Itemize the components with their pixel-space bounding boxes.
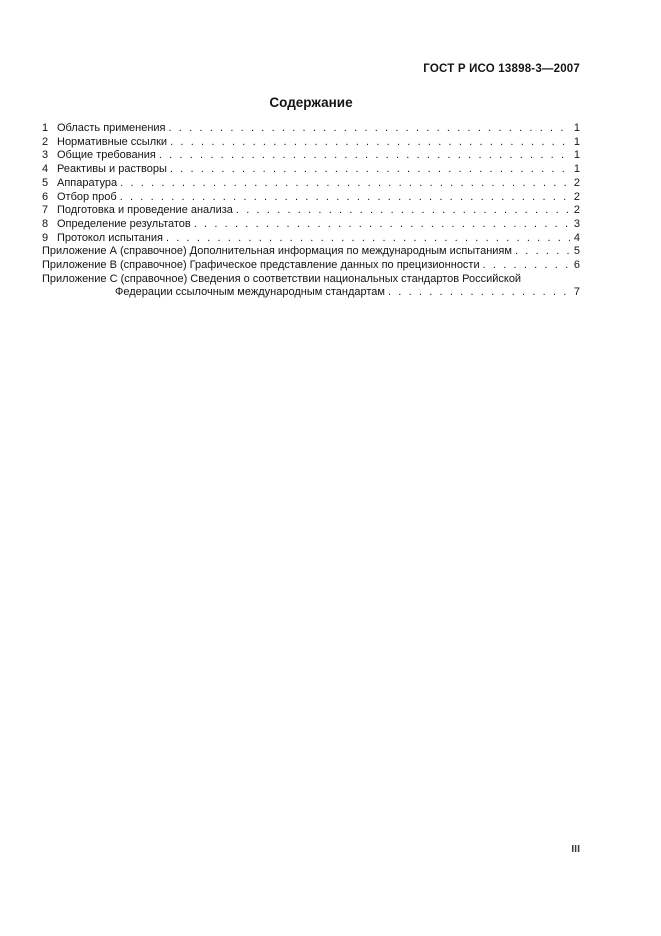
toc-entry [42, 149, 580, 163]
toc-entry-number: 6 [42, 190, 49, 203]
toc-entry-page: 1 [573, 122, 580, 134]
table-of-contents [42, 122, 580, 300]
toc-entry-appendix [42, 259, 580, 273]
toc-entry-title-continuation: Федерации ссылочным международным стандартам [115, 286, 385, 299]
toc-entry-page: 6 [573, 259, 580, 272]
toc-entry-page: 3 [573, 217, 580, 230]
dot-leader [483, 259, 570, 273]
toc-entry-title: Реактивы и растворы [57, 163, 167, 176]
page-title: Содержание [269, 95, 353, 110]
toc-entry-appendix [42, 273, 580, 287]
toc-entry-number: 3 [42, 149, 49, 162]
toc-entry [42, 191, 580, 205]
toc-entry-title: Подготовка и проведение анализа [57, 204, 233, 217]
toc-entry-page: 1 [573, 135, 580, 148]
toc-entry-title: Область применения [57, 122, 166, 134]
toc-entry-title: Общие требования [57, 149, 156, 162]
toc-entry [42, 218, 580, 232]
toc-entry-title: Приложение В (справочное) Графическое представление данных по прецизионности [42, 259, 480, 272]
toc-entry-title: Аппаратура [57, 176, 118, 189]
toc-entry-page: 1 [573, 149, 580, 162]
toc-entry [42, 122, 580, 136]
toc-entry-title: Отбор проб [57, 190, 117, 203]
dot-leader [388, 286, 570, 300]
toc-entry [42, 177, 580, 191]
toc-entry-number: 7 [42, 204, 49, 217]
toc-entry-title: Определение результатов [57, 217, 191, 230]
dot-leader [169, 122, 571, 136]
toc-entry-page: 1 [573, 163, 580, 176]
toc-entry [42, 163, 580, 177]
toc-entry-page: 7 [573, 286, 580, 299]
dot-leader [515, 245, 570, 259]
toc-entry [42, 204, 580, 218]
toc-entry-page: 2 [573, 204, 580, 217]
document-code-header: ГОСТ Р ИСО 13898-3—2007 [423, 63, 580, 75]
toc-entry [42, 232, 580, 246]
toc-entry-title: Протокол испытания [57, 231, 163, 244]
toc-entry-page: 5 [573, 245, 580, 258]
toc-entry-title: Нормативные ссылки [57, 135, 168, 148]
toc-entry-title: Приложение С (справочное) Сведения о соответствии национальных стандартов Российской [42, 272, 522, 285]
toc-entry-appendix [42, 245, 580, 259]
toc-entry-number: 9 [42, 231, 49, 244]
toc-entry-number: 5 [42, 176, 49, 189]
footer-page-number: III [571, 843, 580, 855]
toc-entry-number: 8 [42, 217, 49, 230]
dot-leader [166, 232, 570, 246]
dot-leader [236, 204, 570, 218]
toc-entry-page: 2 [573, 190, 580, 203]
dot-leader [120, 191, 570, 205]
dot-leader [194, 218, 570, 232]
toc-entry-appendix-continuation [42, 286, 580, 300]
toc-entry-page: 2 [573, 176, 580, 189]
dot-leader [159, 149, 570, 163]
toc-entry-number: 2 [42, 135, 49, 148]
toc-entry [42, 136, 580, 150]
toc-entry-number: 4 [42, 163, 49, 176]
toc-entry-page: 4 [573, 231, 580, 244]
dot-leader [170, 163, 570, 177]
toc-entry-number: 1 [42, 122, 49, 134]
dot-leader [120, 177, 570, 191]
dot-leader [170, 136, 570, 150]
toc-entry-title: Приложение А (справочное) Дополнительная информация по международным испытаниям [42, 245, 512, 258]
